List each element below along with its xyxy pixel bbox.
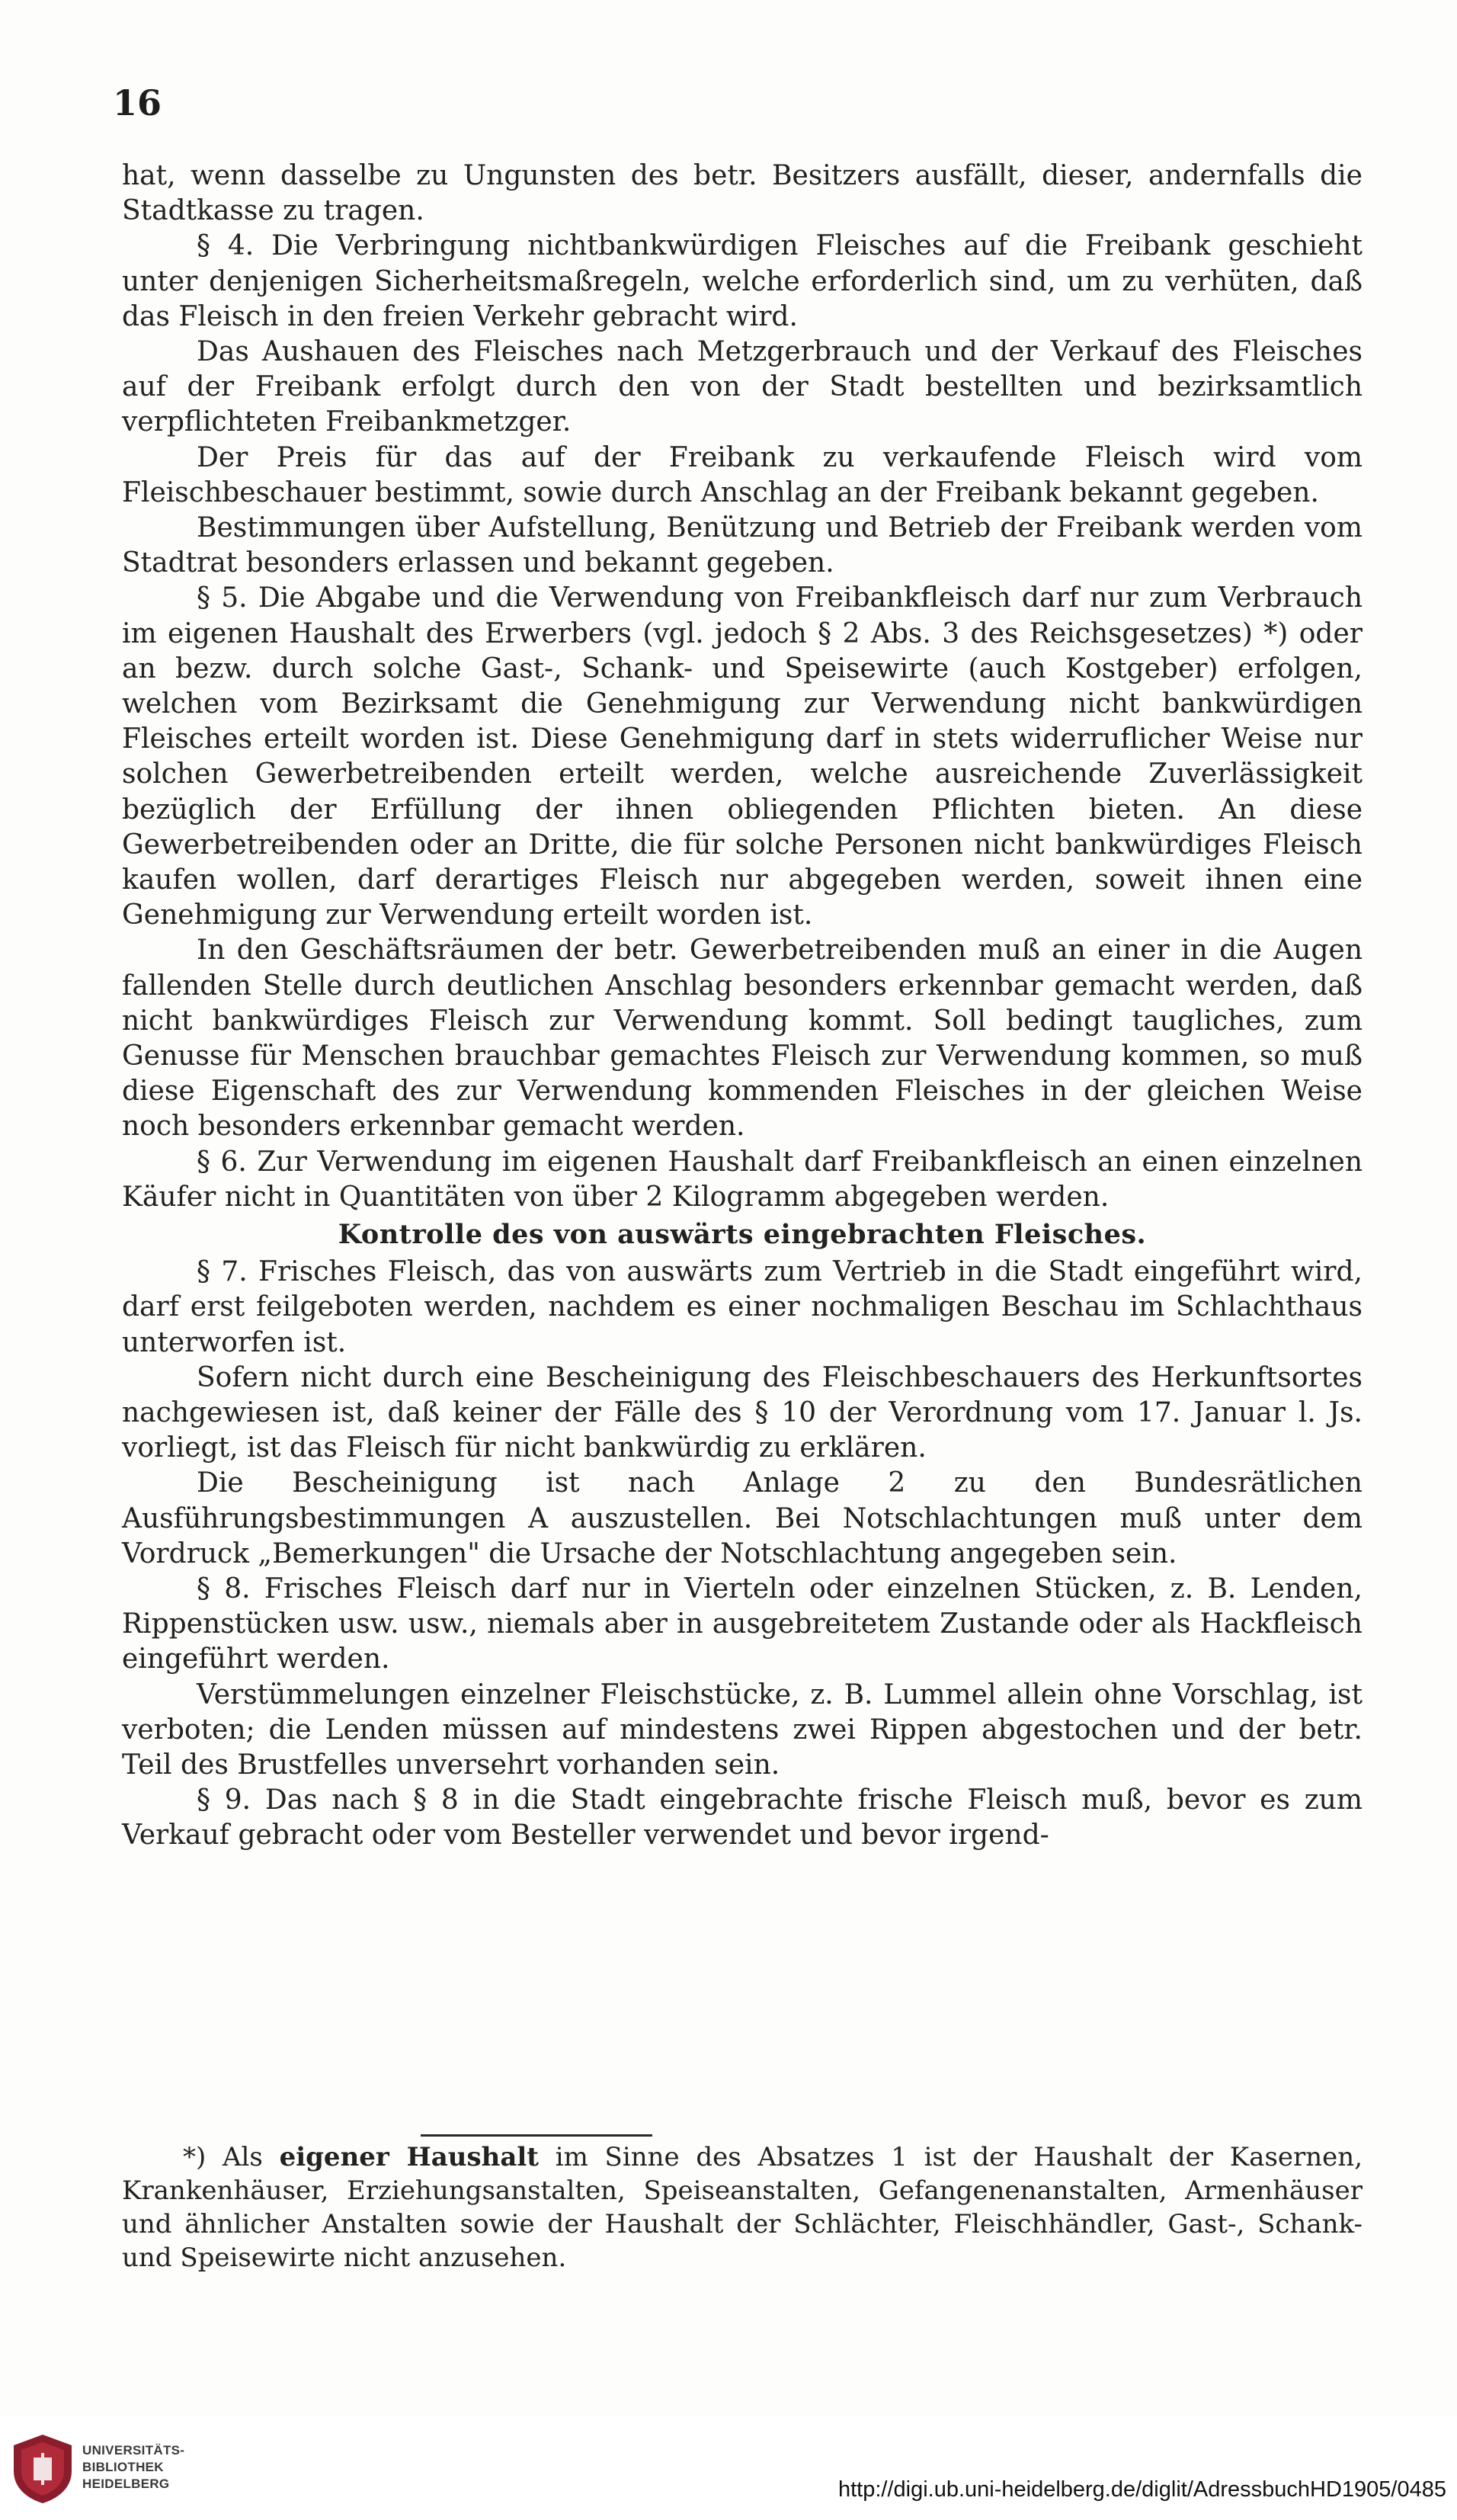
library-name: UNIVERSITÄTS- BIBLIOTHEK HEIDELBERG <box>82 2443 185 2491</box>
paragraph-section-5: § 5. Die Abgabe und die Verwendung von Freibankfleisch darf nur zum Verbrauch im eigenen Haushalt des Erwerbers (vgl. jedoch § 2 Abs. 3 des Reichsgesetzes) *) oder an bezw. durch solche Gast-, Schank- und Speisewirte (auch Kostgeber) erfolgen, welchen vom Bezirksamt die Genehmigung zur Verwendung nicht bankwürdigen Fleisches erteilt worden ist. Diese Genehmigung darf in stets widerruflicher Weise nur solchen Gewerbetreibenden erteilt werden, welche ausreichende Zuverlässigkeit bezüglich der Erfüllung der ihnen obliegenden Pflichten bieten. An diese Gewerbetreibenden oder an Dritte, die für solche Personen nicht bankwürdiges Fleisch kaufen wollen, darf derartiges Fleisch nur abgegeben werden, soweit ihnen eine Genehmigung zur Verwendung erteilt worden ist. <box>122 582 1363 931</box>
section-heading: Kontrolle des von auswärts eingebrachten Fleisches. <box>338 1219 1147 1251</box>
library-logo[interactable] <box>11 2432 194 2505</box>
page-number: 16 <box>113 82 162 123</box>
paragraph: Das Aushauen des Fleisches nach Metzgerbrauch und der Verkauf des Fleisches auf der Freibank erfolgt durch den von der Stadt bestellten und bezirksamtlich verpflichteten Freibankmetzger. <box>122 336 1363 438</box>
paragraph-section-8: § 8. Frisches Fleisch darf nur in Vierteln oder einzelnen Stücken, z. B. Lenden, Rippenstücken usw. usw., niemals aber in ausgebreitetem Zustande oder als Hackfleisch eingeführt werden. <box>122 1573 1363 1675</box>
footnote-marker: *) Als <box>183 2142 263 2172</box>
paragraph: Bestimmungen über Aufstellung, Benützung und Betrieb der Freibank werden vom Stadtrat besonders erlassen und bekannt gegeben. <box>122 512 1363 579</box>
footnote-separator <box>421 2134 652 2137</box>
footnote-term: eigener Haushalt <box>279 2142 539 2172</box>
paragraph-section-4: § 4. Die Verbringung nichtbankwürdigen Fleisches auf die Freibank geschieht unter denjenigen Sicherheitsmaßregeln, welche erforderlich sind, um zu verhüten, daß das Fleisch in den freien Verkehr gebracht wird. <box>122 230 1363 332</box>
paragraph: Verstümmelungen einzelner Fleischstücke, z. B. Lummel allein ohne Vorschlag, ist verboten; die Lenden müssen auf mindestens zwei Rippen abgestochen und der betr. Teil des Brustfelles unversehrt vorhanden sein. <box>122 1678 1363 1781</box>
footer <box>0 2416 1457 2520</box>
paragraph: Die Bescheinigung ist nach Anlage 2 zu den Bundesrätlichen Ausführungsbestimmungen A auszustellen. Bei Notschlachtungen muß unter dem Vordruck „Bemerkungen" die Ursache der Notschlachtung angegeben sein. <box>122 1467 1363 1569</box>
paragraph: Sofern nicht durch eine Bescheinigung des Fleischbeschauers des Herkunftsortes nachgewiesen ist, daß keiner der Fälle des § 10 der Verordnung vom 17. Januar l. Js. vorliegt, ist das Fleisch für nicht bankwürdig zu erklären. <box>122 1361 1363 1464</box>
footnote-body: im Sinne des Absatzes 1 ist der Haushalt der Kasernen, Krankenhäuser, Erziehungsanstalten, Speiseanstalten, Gefangenenanstalten, Armenhäuser und ähnlicher Anstalten sowie der Haushalt der Schlächter, Fleischhändler, Gast-, Schank- und Speisewirte nicht anzusehen. <box>122 2142 1363 2273</box>
paragraph: In den Geschäftsräumen der betr. Gewerbetreibenden muß an einer in die Augen fallenden Stelle durch deutlichen Anschlag besonders erkennbar gemacht werden, daß nicht bankwürdiges Fleisch zur Verwendung kommt. Soll bedingt taugliches, zum Genusse für Menschen brauchbar gemachtes Fleisch zur Verwendung kommen, so muß diese Eigenschaft des zur Verwendung kommenden Fleisches in der gleichen Weise noch besonders erkennbar gemacht werden. <box>122 935 1363 1143</box>
paragraph-section-9: § 9. Das nach § 8 in die Stadt eingebrachte frische Fleisch muß, bevor es zum Verkauf gebracht oder vom Besteller verwendet und bevor irgend- <box>122 1784 1363 1852</box>
source-url-link[interactable]: http://digi.ub.uni-heidelberg.de/diglit/AdressbuchHD1905/0485 <box>837 2477 1446 2502</box>
paragraph-continuation: hat, wenn dasselbe zu Ungunsten des betr. Besitzers ausfällt, dieser, andernfalls die Stadtkasse zu tragen. <box>122 160 1363 227</box>
footnote <box>122 2140 1363 2275</box>
university-seal-icon <box>11 2432 75 2505</box>
paragraph-section-6: § 6. Zur Verwendung im eigenen Haushalt darf Freibankfleisch an einen einzelnen Käufer nicht in Quantitäten von über 2 Kilogramm abgegeben werden. <box>122 1146 1363 1213</box>
body-text <box>122 159 1363 1854</box>
footnote-text <box>122 2140 1363 2275</box>
paragraph: Der Preis für das auf der Freibank zu verkaufende Fleisch wird vom Fleischbeschauer bestimmt, sowie durch Anschlag an der Freibank bekannt gegeben. <box>122 441 1363 508</box>
paragraph-section-7: § 7. Frisches Fleisch, das von auswärts zum Vertrieb in die Stadt eingeführt wird, darf erst feilgeboten werden, nachdem es einer nochmaligen Beschau im Schlachthaus unterworfen ist. <box>122 1256 1363 1358</box>
source-url[interactable] <box>838 2477 1446 2502</box>
